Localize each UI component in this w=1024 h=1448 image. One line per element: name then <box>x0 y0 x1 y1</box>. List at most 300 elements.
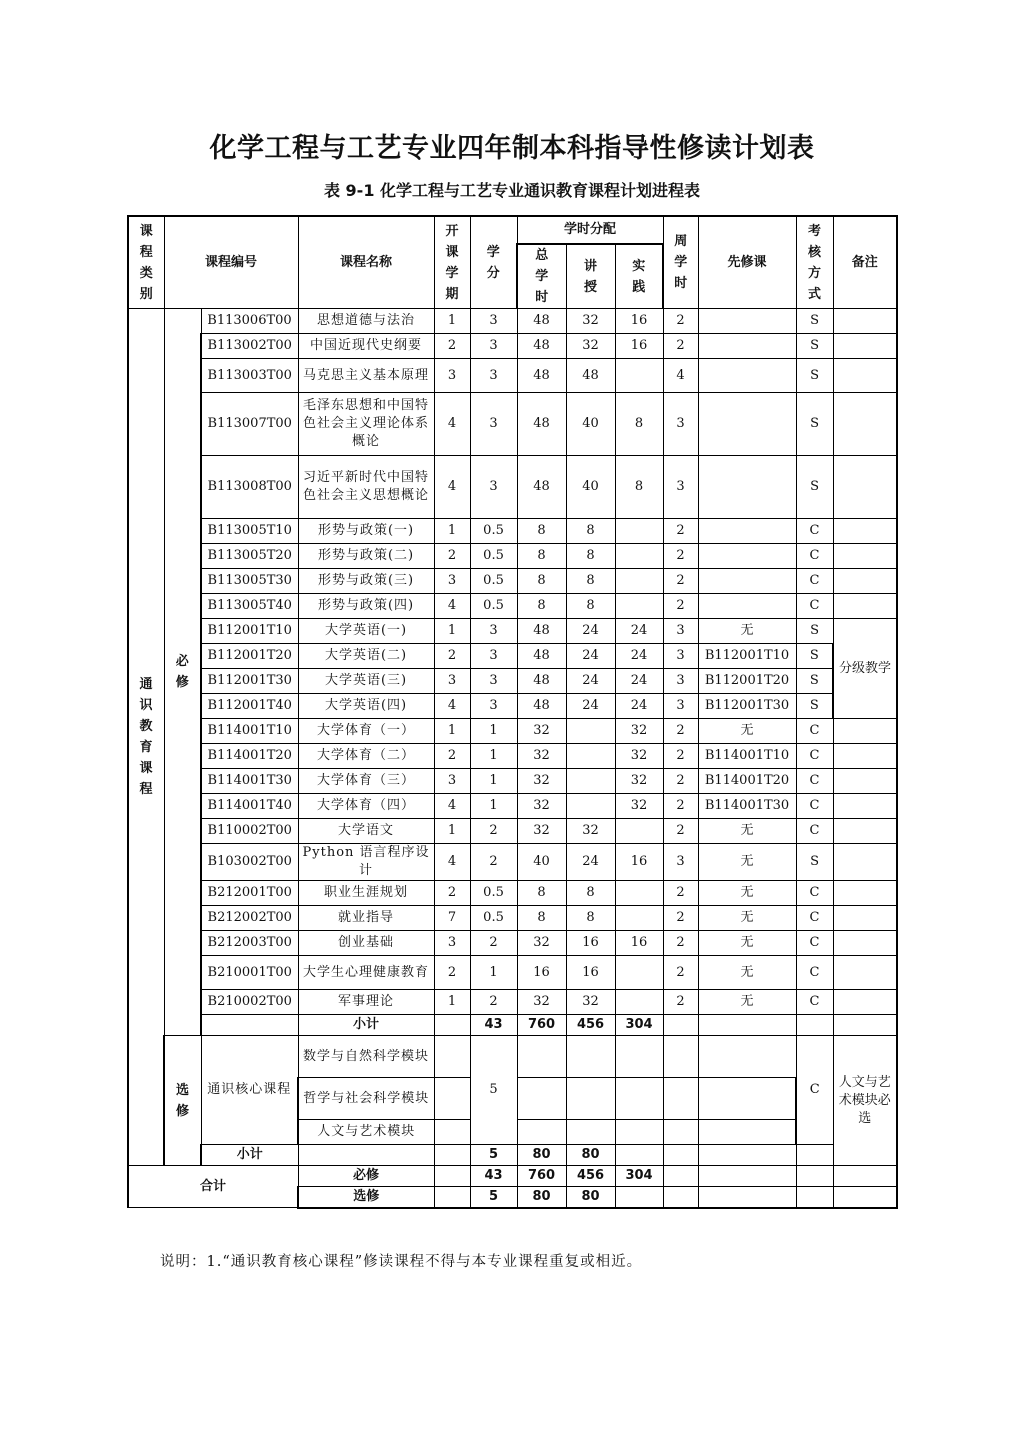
course-code: B212001T00 <box>201 881 298 906</box>
course-name: 形势与政策(三) <box>298 569 434 594</box>
course-semester: 1 <box>434 819 470 844</box>
table-cell <box>698 1187 796 1208</box>
course-name: 军事理论 <box>298 990 434 1015</box>
course-name: 形势与政策(一) <box>298 519 434 544</box>
course-lecture-hours: 24 <box>566 694 615 719</box>
course-prereq: B112001T30 <box>698 694 796 719</box>
course-name: 马克思主义基本原理 <box>298 359 434 393</box>
course-name: 中国近现代史纲要 <box>298 334 434 359</box>
course-remark <box>833 719 897 744</box>
elective-group: 通识核心课程 <box>201 1036 298 1145</box>
table-cell <box>796 1015 833 1036</box>
course-weekly-hours: 2 <box>663 309 698 334</box>
course-credit: 1 <box>470 956 517 990</box>
course-weekly-hours: 3 <box>663 393 698 456</box>
course-prereq: 无 <box>698 956 796 990</box>
course-semester: 2 <box>434 544 470 569</box>
course-semester: 1 <box>434 309 470 334</box>
course-name: 大学体育（一） <box>298 719 434 744</box>
table-cell <box>517 1120 566 1145</box>
course-practice-hours <box>615 956 663 990</box>
course-total-hours: 40 <box>517 844 566 881</box>
table-row <box>128 794 897 819</box>
grand-total-row <box>128 1166 897 1187</box>
table-cell <box>615 1187 663 1208</box>
course-exam: C <box>796 881 833 906</box>
course-exam: C <box>796 794 833 819</box>
course-semester: 1 <box>434 719 470 744</box>
course-code: B112001T20 <box>201 644 298 669</box>
table-row <box>128 1036 897 1078</box>
table-cell <box>434 1120 470 1145</box>
course-weekly-hours: 2 <box>663 931 698 956</box>
course-credit: 3 <box>470 393 517 456</box>
course-practice-hours: 16 <box>615 334 663 359</box>
table-cell <box>698 1120 796 1145</box>
course-code: B113006T00 <box>201 309 298 334</box>
course-code: B112001T30 <box>201 669 298 694</box>
course-practice-hours: 32 <box>615 744 663 769</box>
course-remark <box>833 744 897 769</box>
course-exam: S <box>796 359 833 393</box>
table-cell <box>833 1187 897 1208</box>
course-total-hours: 8 <box>517 519 566 544</box>
course-prereq: B114001T10 <box>698 744 796 769</box>
course-lecture-hours: 8 <box>566 594 615 619</box>
course-code: B113002T00 <box>201 334 298 359</box>
course-practice-hours <box>615 544 663 569</box>
course-practice-hours: 8 <box>615 393 663 456</box>
table-cell <box>796 1166 833 1187</box>
table-row <box>128 719 897 744</box>
table-cell <box>566 1078 615 1120</box>
course-code: B110002T00 <box>201 819 298 844</box>
course-practice-hours <box>615 519 663 544</box>
elective-exam: C <box>796 1036 833 1145</box>
grand-total-credit: 5 <box>470 1187 517 1208</box>
course-practice-hours <box>615 906 663 931</box>
course-weekly-hours: 2 <box>663 956 698 990</box>
table-cell <box>434 1036 470 1078</box>
course-plan-table <box>127 215 898 1209</box>
course-name: 大学语文 <box>298 819 434 844</box>
table-row <box>128 519 897 544</box>
course-name: 大学体育（三） <box>298 769 434 794</box>
header-hours-group: 学时分配 <box>517 216 663 244</box>
course-total-hours: 48 <box>517 456 566 519</box>
course-lecture-hours: 16 <box>566 956 615 990</box>
course-weekly-hours: 2 <box>663 881 698 906</box>
course-exam: C <box>796 906 833 931</box>
required-subtotal-row <box>128 1015 897 1036</box>
required-label: 必修 <box>164 309 201 1036</box>
course-lecture-hours: 32 <box>566 819 615 844</box>
table-row <box>128 644 897 669</box>
course-semester: 1 <box>434 619 470 644</box>
course-credit: 3 <box>470 334 517 359</box>
course-code: B114001T20 <box>201 744 298 769</box>
table-cell <box>663 1187 698 1208</box>
course-total-hours: 48 <box>517 619 566 644</box>
course-total-hours: 8 <box>517 544 566 569</box>
course-code: B212003T00 <box>201 931 298 956</box>
course-credit: 3 <box>470 644 517 669</box>
course-weekly-hours: 3 <box>663 694 698 719</box>
course-total-hours: 48 <box>517 334 566 359</box>
course-exam: S <box>796 334 833 359</box>
course-semester: 3 <box>434 769 470 794</box>
grand-total-label: 合计 <box>128 1166 298 1208</box>
course-prereq: 无 <box>698 819 796 844</box>
course-total-hours: 32 <box>517 819 566 844</box>
header-practice: 实践 <box>615 244 663 309</box>
course-weekly-hours: 2 <box>663 544 698 569</box>
subtotal-lecture-hours: 456 <box>566 1015 615 1036</box>
course-weekly-hours: 2 <box>663 719 698 744</box>
course-exam: S <box>796 844 833 881</box>
course-exam: S <box>796 669 833 694</box>
table-cell <box>663 1120 698 1145</box>
table-cell <box>434 1078 470 1120</box>
table-cell <box>434 1187 470 1208</box>
table-row <box>128 393 897 456</box>
header-total: 总学时 <box>517 244 566 309</box>
course-prereq <box>698 309 796 334</box>
course-prereq <box>698 544 796 569</box>
table-cell <box>663 1036 698 1078</box>
course-practice-hours: 32 <box>615 719 663 744</box>
header-prereq: 先修课 <box>698 216 796 309</box>
course-total-hours: 48 <box>517 694 566 719</box>
elective-label: 选修 <box>164 1036 201 1166</box>
table-row <box>128 819 897 844</box>
course-name: 形势与政策(四) <box>298 594 434 619</box>
course-practice-hours <box>615 881 663 906</box>
course-exam: S <box>796 619 833 644</box>
course-code: B114001T10 <box>201 719 298 744</box>
course-name: 大学英语(一) <box>298 619 434 644</box>
table-row <box>128 956 897 990</box>
course-remark <box>833 794 897 819</box>
subtotal-total-hours: 760 <box>517 1015 566 1036</box>
table-row <box>128 694 897 719</box>
course-prereq <box>698 359 796 393</box>
course-total-hours: 8 <box>517 881 566 906</box>
table-cell <box>615 1145 663 1166</box>
grand-total-kind: 选修 <box>298 1187 434 1208</box>
course-weekly-hours: 2 <box>663 990 698 1015</box>
course-semester: 2 <box>434 744 470 769</box>
course-practice-hours <box>615 990 663 1015</box>
course-credit: 3 <box>470 669 517 694</box>
course-credit: 3 <box>470 359 517 393</box>
grand-total-lecture-hours: 80 <box>566 1187 615 1208</box>
course-prereq: 无 <box>698 844 796 881</box>
course-credit: 3 <box>470 694 517 719</box>
course-exam: C <box>796 769 833 794</box>
course-semester: 4 <box>434 456 470 519</box>
course-prereq <box>698 456 796 519</box>
course-name: 大学体育（二） <box>298 744 434 769</box>
course-exam: C <box>796 990 833 1015</box>
course-practice-hours <box>615 569 663 594</box>
table-cell <box>434 1166 470 1187</box>
course-weekly-hours: 2 <box>663 769 698 794</box>
course-practice-hours: 16 <box>615 931 663 956</box>
course-total-hours: 32 <box>517 990 566 1015</box>
table-row <box>128 359 897 393</box>
course-semester: 1 <box>434 519 470 544</box>
course-credit: 2 <box>470 819 517 844</box>
course-semester: 4 <box>434 393 470 456</box>
course-prereq: 无 <box>698 990 796 1015</box>
course-weekly-hours: 3 <box>663 644 698 669</box>
course-semester: 4 <box>434 794 470 819</box>
course-code: B112001T10 <box>201 619 298 644</box>
grand-total-lecture-hours: 456 <box>566 1166 615 1187</box>
course-code: B114001T40 <box>201 794 298 819</box>
course-prereq: 无 <box>698 881 796 906</box>
course-name: 就业指导 <box>298 906 434 931</box>
course-weekly-hours: 3 <box>663 456 698 519</box>
table-row <box>128 309 897 334</box>
grand-total-practice-hours: 304 <box>615 1166 663 1187</box>
course-total-hours: 32 <box>517 744 566 769</box>
course-weekly-hours: 3 <box>663 844 698 881</box>
course-name: 思想道德与法治 <box>298 309 434 334</box>
course-remark: 分级教学 <box>833 619 897 719</box>
course-credit: 3 <box>470 309 517 334</box>
course-weekly-hours: 2 <box>663 594 698 619</box>
course-exam: C <box>796 569 833 594</box>
course-code: B114001T30 <box>201 769 298 794</box>
course-exam: S <box>796 456 833 519</box>
course-remark <box>833 594 897 619</box>
header-category: 课程类别 <box>128 216 164 309</box>
course-prereq <box>698 334 796 359</box>
elective-subtotal-row <box>128 1145 897 1166</box>
course-remark <box>833 769 897 794</box>
course-remark <box>833 881 897 906</box>
course-total-hours: 32 <box>517 931 566 956</box>
table-row <box>128 569 897 594</box>
table-cell <box>698 1166 796 1187</box>
course-prereq: 无 <box>698 931 796 956</box>
course-total-hours: 48 <box>517 393 566 456</box>
course-name: 大学英语(三) <box>298 669 434 694</box>
course-exam: C <box>796 819 833 844</box>
course-name: Python 语言程序设计 <box>298 844 434 881</box>
course-prereq <box>698 569 796 594</box>
course-remark <box>833 334 897 359</box>
course-prereq <box>698 594 796 619</box>
course-remark <box>833 359 897 393</box>
course-practice-hours: 32 <box>615 794 663 819</box>
course-exam: C <box>796 931 833 956</box>
course-exam: S <box>796 309 833 334</box>
course-total-hours: 32 <box>517 794 566 819</box>
course-practice-hours: 24 <box>615 619 663 644</box>
header-exam: 考核方式 <box>796 216 833 309</box>
course-name: 大学英语(二) <box>298 644 434 669</box>
table-cell <box>663 1015 698 1036</box>
table-row <box>128 931 897 956</box>
course-practice-hours <box>615 359 663 393</box>
course-practice-hours: 32 <box>615 769 663 794</box>
course-semester: 2 <box>434 644 470 669</box>
course-remark <box>833 519 897 544</box>
course-lecture-hours: 24 <box>566 844 615 881</box>
subtotal-practice-hours: 304 <box>615 1015 663 1036</box>
subtotal-label: 小计 <box>298 1015 434 1036</box>
table-cell <box>434 1015 470 1036</box>
course-remark <box>833 956 897 990</box>
course-code: B113008T00 <box>201 456 298 519</box>
header-weekly: 周学时 <box>663 216 698 309</box>
course-lecture-hours: 24 <box>566 669 615 694</box>
course-remark <box>833 906 897 931</box>
course-remark <box>833 844 897 881</box>
course-total-hours: 48 <box>517 309 566 334</box>
course-code: B113005T40 <box>201 594 298 619</box>
course-name: 职业生涯规划 <box>298 881 434 906</box>
course-credit: 0.5 <box>470 906 517 931</box>
table-cell <box>663 1078 698 1120</box>
table-cell <box>298 1145 434 1166</box>
course-practice-hours: 24 <box>615 644 663 669</box>
course-practice-hours: 24 <box>615 694 663 719</box>
course-lecture-hours: 24 <box>566 644 615 669</box>
table-row <box>128 990 897 1015</box>
course-code: B113003T00 <box>201 359 298 393</box>
table-row <box>128 544 897 569</box>
course-semester: 3 <box>434 569 470 594</box>
footnote: 说明：1.“通识教育核心课程”修读课程不得与本专业课程重复或相近。 <box>160 1254 643 1270</box>
course-practice-hours: 16 <box>615 844 663 881</box>
course-weekly-hours: 2 <box>663 744 698 769</box>
course-credit: 2 <box>470 844 517 881</box>
course-code: B212002T00 <box>201 906 298 931</box>
course-practice-hours <box>615 594 663 619</box>
course-prereq: 无 <box>698 619 796 644</box>
course-credit: 0.5 <box>470 544 517 569</box>
course-lecture-hours <box>566 744 615 769</box>
header-name: 课程名称 <box>298 216 434 309</box>
course-prereq: 无 <box>698 906 796 931</box>
subtotal-total-hours: 80 <box>517 1145 566 1166</box>
table-cell <box>698 1145 796 1166</box>
course-weekly-hours: 2 <box>663 569 698 594</box>
course-semester: 1 <box>434 990 470 1015</box>
course-credit: 1 <box>470 769 517 794</box>
course-practice-hours: 16 <box>615 309 663 334</box>
table-cell <box>698 1015 796 1036</box>
table-row <box>128 769 897 794</box>
course-code: B113005T20 <box>201 544 298 569</box>
course-credit: 1 <box>470 794 517 819</box>
table-cell <box>833 1015 897 1036</box>
course-weekly-hours: 2 <box>663 519 698 544</box>
course-credit: 0.5 <box>470 519 517 544</box>
course-name: 大学英语(四) <box>298 694 434 719</box>
course-lecture-hours: 40 <box>566 456 615 519</box>
course-remark <box>833 931 897 956</box>
table-row <box>128 844 897 881</box>
course-total-hours: 32 <box>517 719 566 744</box>
course-weekly-hours: 2 <box>663 819 698 844</box>
course-prereq: B112001T10 <box>698 644 796 669</box>
table-cell <box>517 1078 566 1120</box>
course-credit: 3 <box>470 619 517 644</box>
course-credit: 3 <box>470 456 517 519</box>
course-code: B113007T00 <box>201 393 298 456</box>
course-remark <box>833 393 897 456</box>
table-row <box>128 744 897 769</box>
course-practice-hours: 8 <box>615 456 663 519</box>
header-code: 课程编号 <box>164 216 298 309</box>
course-total-hours: 48 <box>517 669 566 694</box>
course-lecture-hours: 8 <box>566 519 615 544</box>
course-credit: 0.5 <box>470 881 517 906</box>
table-cell <box>663 1145 698 1166</box>
table-cell <box>663 1166 698 1187</box>
course-code: B113005T30 <box>201 569 298 594</box>
table-caption: 表 9-1 化学工程与工艺专业通识教育课程计划进程表 <box>323 181 701 200</box>
course-code: B113005T10 <box>201 519 298 544</box>
course-semester: 2 <box>434 334 470 359</box>
course-credit: 1 <box>470 744 517 769</box>
subtotal-credit: 43 <box>470 1015 517 1036</box>
course-remark <box>833 819 897 844</box>
grand-total-total-hours: 80 <box>517 1187 566 1208</box>
course-semester: 2 <box>434 881 470 906</box>
course-prereq <box>698 519 796 544</box>
course-prereq: B112001T20 <box>698 669 796 694</box>
page-title: 化学工程与工艺专业四年制本科指导性修读计划表 <box>209 133 815 164</box>
course-weekly-hours: 2 <box>663 334 698 359</box>
table-cell <box>566 1120 615 1145</box>
course-code: B103002T00 <box>201 844 298 881</box>
course-weekly-hours: 4 <box>663 359 698 393</box>
course-remark <box>833 456 897 519</box>
category-label: 通识教育课程 <box>128 309 164 1166</box>
course-lecture-hours <box>566 719 615 744</box>
course-code: B112001T40 <box>201 694 298 719</box>
course-total-hours: 8 <box>517 594 566 619</box>
course-name: 习近平新时代中国特色社会主义思想概论 <box>298 456 434 519</box>
course-credit: 1 <box>470 719 517 744</box>
elective-module-name: 人文与艺术模块 <box>298 1120 434 1145</box>
header-credit: 学分 <box>470 216 517 309</box>
course-exam: C <box>796 519 833 544</box>
course-remark <box>833 309 897 334</box>
course-exam: C <box>796 744 833 769</box>
course-name: 毛泽东思想和中国特色社会主义理论体系概论 <box>298 393 434 456</box>
course-lecture-hours: 40 <box>566 393 615 456</box>
table-row <box>128 334 897 359</box>
header-semester: 开课学期 <box>434 216 470 309</box>
table-cell <box>615 1078 663 1120</box>
course-practice-hours: 24 <box>615 669 663 694</box>
table-cell <box>615 1120 663 1145</box>
course-total-hours: 48 <box>517 644 566 669</box>
course-name: 创业基础 <box>298 931 434 956</box>
course-credit: 2 <box>470 931 517 956</box>
course-weekly-hours: 2 <box>663 906 698 931</box>
course-remark <box>833 544 897 569</box>
table-row <box>128 594 897 619</box>
course-exam: C <box>796 956 833 990</box>
